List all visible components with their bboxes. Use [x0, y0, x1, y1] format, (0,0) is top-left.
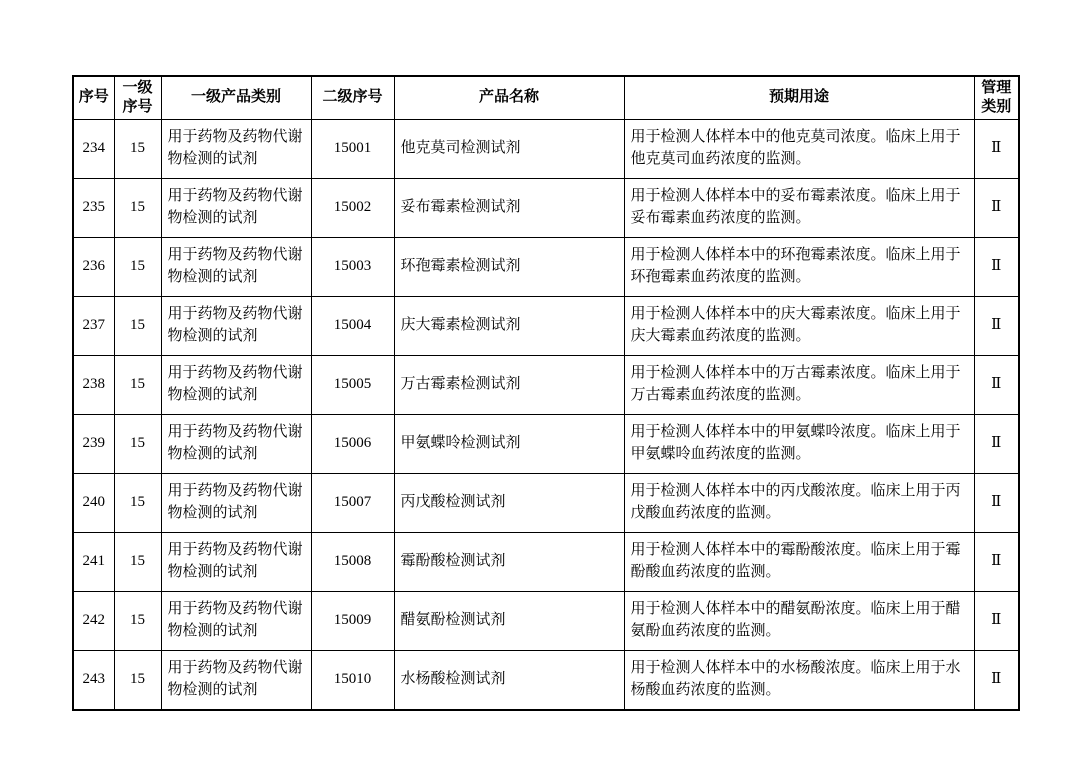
cell-intended-use: 用于检测人体样本中的醋氨酚浓度。临床上用于醋氨酚血药浓度的监测。 — [624, 591, 974, 650]
cell-product-name: 丙戊酸检测试剂 — [394, 473, 624, 532]
cell-level1-category: 用于药物及药物代谢物检测的试剂 — [161, 355, 311, 414]
cell-serial: 239 — [73, 414, 114, 473]
table-body — [73, 119, 1019, 710]
cell-level1-category: 用于药物及药物代谢物检测的试剂 — [161, 532, 311, 591]
cell-intended-use: 用于检测人体样本中的霉酚酸浓度。临床上用于霉酚酸血药浓度的监测。 — [624, 532, 974, 591]
table-row — [73, 650, 1019, 710]
cell-serial: 235 — [73, 178, 114, 237]
column-header-intended-use: 预期用途 — [624, 76, 974, 119]
cell-intended-use: 用于检测人体样本中的丙戊酸浓度。临床上用于丙戊酸血药浓度的监测。 — [624, 473, 974, 532]
cell-serial: 237 — [73, 296, 114, 355]
cell-level2-no: 15009 — [311, 591, 394, 650]
column-header-level1-no: 一级序号 — [114, 76, 161, 119]
cell-level2-no: 15008 — [311, 532, 394, 591]
catalog-table — [72, 75, 1020, 711]
cell-intended-use: 用于检测人体样本中的水杨酸浓度。临床上用于水杨酸血药浓度的监测。 — [624, 650, 974, 710]
table-row — [73, 119, 1019, 178]
table-row — [73, 532, 1019, 591]
table-row — [73, 355, 1019, 414]
cell-management-class: Ⅱ — [974, 296, 1019, 355]
cell-level2-no: 15002 — [311, 178, 394, 237]
cell-intended-use: 用于检测人体样本中的庆大霉素浓度。临床上用于庆大霉素血药浓度的监测。 — [624, 296, 974, 355]
cell-level1-category: 用于药物及药物代谢物检测的试剂 — [161, 414, 311, 473]
table-row — [73, 237, 1019, 296]
cell-management-class: Ⅱ — [974, 119, 1019, 178]
cell-level2-no: 15007 — [311, 473, 394, 532]
cell-intended-use: 用于检测人体样本中的他克莫司浓度。临床上用于他克莫司血药浓度的监测。 — [624, 119, 974, 178]
cell-intended-use: 用于检测人体样本中的甲氨蝶呤浓度。临床上用于甲氨蝶呤血药浓度的监测。 — [624, 414, 974, 473]
cell-intended-use: 用于检测人体样本中的万古霉素浓度。临床上用于万古霉素血药浓度的监测。 — [624, 355, 974, 414]
cell-product-name: 他克莫司检测试剂 — [394, 119, 624, 178]
cell-management-class: Ⅱ — [974, 650, 1019, 710]
cell-level1-category: 用于药物及药物代谢物检测的试剂 — [161, 237, 311, 296]
cell-product-name: 霉酚酸检测试剂 — [394, 532, 624, 591]
table-row — [73, 473, 1019, 532]
cell-level2-no: 15005 — [311, 355, 394, 414]
table-row — [73, 414, 1019, 473]
column-header-management-class: 管理类别 — [974, 76, 1019, 119]
cell-level1-no: 15 — [114, 650, 161, 710]
cell-level1-no: 15 — [114, 296, 161, 355]
cell-management-class: Ⅱ — [974, 237, 1019, 296]
cell-level1-category: 用于药物及药物代谢物检测的试剂 — [161, 178, 311, 237]
cell-management-class: Ⅱ — [974, 591, 1019, 650]
table-row — [73, 178, 1019, 237]
cell-serial: 236 — [73, 237, 114, 296]
cell-product-name: 环孢霉素检测试剂 — [394, 237, 624, 296]
cell-level1-category: 用于药物及药物代谢物检测的试剂 — [161, 296, 311, 355]
column-header-product-name: 产品名称 — [394, 76, 624, 119]
cell-level2-no: 15001 — [311, 119, 394, 178]
cell-product-name: 庆大霉素检测试剂 — [394, 296, 624, 355]
table-row — [73, 591, 1019, 650]
cell-management-class: Ⅱ — [974, 473, 1019, 532]
cell-serial: 242 — [73, 591, 114, 650]
cell-level1-no: 15 — [114, 414, 161, 473]
cell-product-name: 甲氨蝶呤检测试剂 — [394, 414, 624, 473]
cell-serial: 238 — [73, 355, 114, 414]
cell-level2-no: 15004 — [311, 296, 394, 355]
cell-level1-category: 用于药物及药物代谢物检测的试剂 — [161, 473, 311, 532]
cell-intended-use: 用于检测人体样本中的妥布霉素浓度。临床上用于妥布霉素血药浓度的监测。 — [624, 178, 974, 237]
cell-serial: 234 — [73, 119, 114, 178]
cell-management-class: Ⅱ — [974, 355, 1019, 414]
cell-level2-no: 15003 — [311, 237, 394, 296]
table-header-row — [73, 76, 1019, 119]
cell-level1-no: 15 — [114, 591, 161, 650]
cell-product-name: 醋氨酚检测试剂 — [394, 591, 624, 650]
cell-level1-no: 15 — [114, 119, 161, 178]
cell-management-class: Ⅱ — [974, 532, 1019, 591]
cell-level1-no: 15 — [114, 355, 161, 414]
cell-intended-use: 用于检测人体样本中的环孢霉素浓度。临床上用于环孢霉素血药浓度的监测。 — [624, 237, 974, 296]
table-row — [73, 296, 1019, 355]
cell-level1-category: 用于药物及药物代谢物检测的试剂 — [161, 650, 311, 710]
cell-level1-no: 15 — [114, 532, 161, 591]
column-header-level2-no: 二级序号 — [311, 76, 394, 119]
column-header-level1-category: 一级产品类别 — [161, 76, 311, 119]
cell-serial: 243 — [73, 650, 114, 710]
cell-serial: 240 — [73, 473, 114, 532]
cell-product-name: 水杨酸检测试剂 — [394, 650, 624, 710]
cell-level1-category: 用于药物及药物代谢物检测的试剂 — [161, 119, 311, 178]
column-header-serial: 序号 — [73, 76, 114, 119]
cell-management-class: Ⅱ — [974, 414, 1019, 473]
cell-level2-no: 15010 — [311, 650, 394, 710]
cell-management-class: Ⅱ — [974, 178, 1019, 237]
cell-level1-category: 用于药物及药物代谢物检测的试剂 — [161, 591, 311, 650]
cell-serial: 241 — [73, 532, 114, 591]
cell-level1-no: 15 — [114, 178, 161, 237]
cell-product-name: 万古霉素检测试剂 — [394, 355, 624, 414]
cell-level1-no: 15 — [114, 473, 161, 532]
cell-level2-no: 15006 — [311, 414, 394, 473]
cell-level1-no: 15 — [114, 237, 161, 296]
cell-product-name: 妥布霉素检测试剂 — [394, 178, 624, 237]
